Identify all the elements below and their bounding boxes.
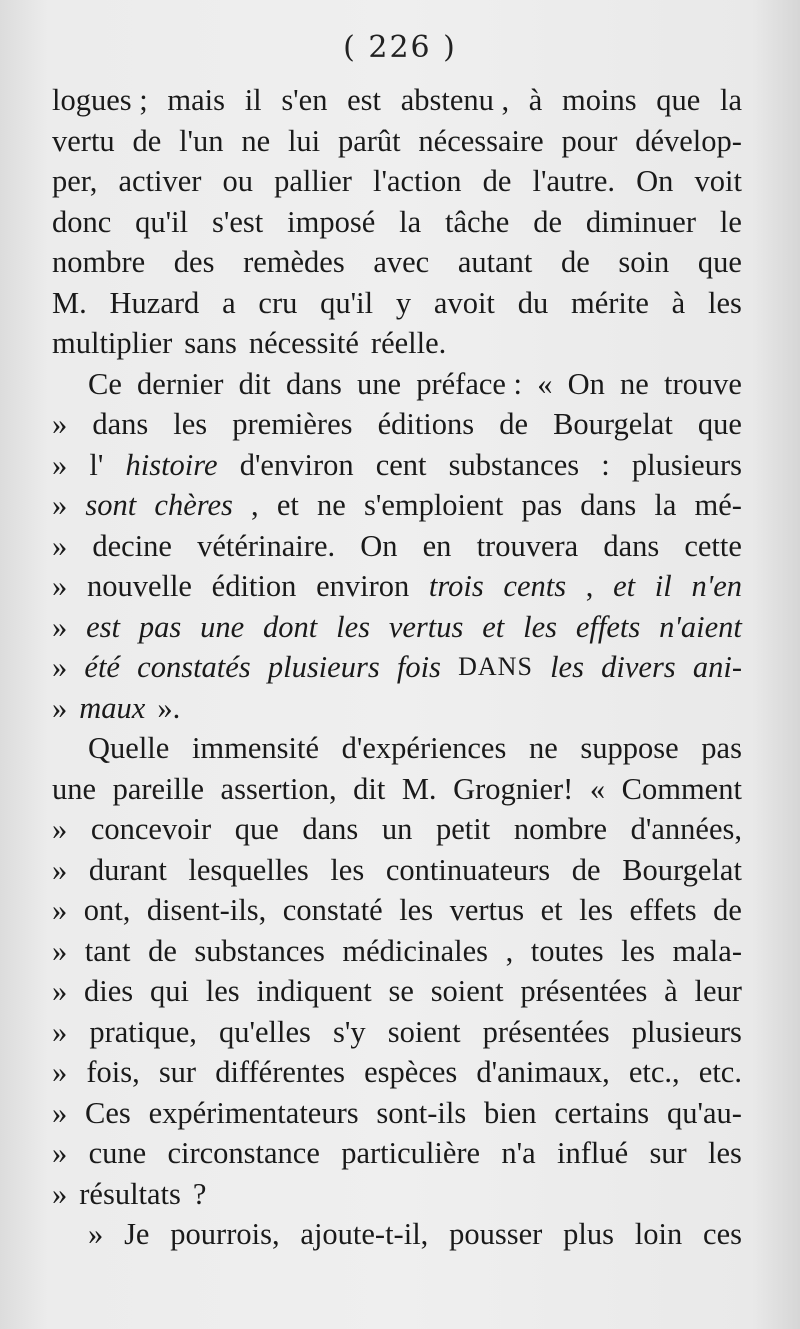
word: premières xyxy=(232,407,353,441)
word: sur xyxy=(649,1136,687,1170)
word: mé- xyxy=(694,488,742,522)
word: les xyxy=(523,609,558,644)
word: DANS xyxy=(458,652,533,681)
word: loin xyxy=(634,1217,683,1251)
word: été xyxy=(84,650,120,684)
word: On xyxy=(567,366,605,401)
word: les xyxy=(173,407,208,441)
word: » xyxy=(52,609,68,644)
word: que xyxy=(656,83,701,117)
word: soient xyxy=(387,1014,461,1049)
text-line xyxy=(52,80,742,121)
text-line xyxy=(52,1214,742,1255)
word: cette xyxy=(684,528,742,563)
word: les xyxy=(621,933,656,968)
word: » xyxy=(52,852,68,887)
word: ani- xyxy=(692,650,742,684)
word: diminuer xyxy=(585,204,697,239)
word: n'en xyxy=(691,569,742,603)
word: les xyxy=(330,852,365,887)
word: sur xyxy=(158,1055,197,1089)
word: » xyxy=(52,407,68,441)
word: éditions xyxy=(377,407,475,441)
word: l'action xyxy=(373,164,462,198)
word: voit xyxy=(694,164,742,198)
word: mais xyxy=(167,83,226,117)
word: circonstance xyxy=(167,1136,320,1170)
word: pousser xyxy=(449,1217,543,1251)
word: des xyxy=(173,245,215,279)
word: nécessaire xyxy=(418,123,544,158)
word: d'expériences xyxy=(341,731,507,765)
word: continuateurs xyxy=(385,852,551,887)
word: dans xyxy=(580,488,637,522)
word: d'années, xyxy=(630,812,742,846)
word: decine xyxy=(92,528,172,563)
word: les xyxy=(550,650,584,684)
word: plusieurs xyxy=(631,1014,742,1049)
word: sont-ils xyxy=(376,1095,467,1130)
text-line xyxy=(52,769,742,810)
word: édition xyxy=(211,569,297,603)
word: dernier xyxy=(137,366,224,401)
word: le xyxy=(719,204,742,239)
word: que xyxy=(697,407,742,441)
word: : xyxy=(601,447,610,482)
word: pour xyxy=(561,123,618,158)
text-line xyxy=(52,607,742,648)
word: » xyxy=(52,1136,68,1170)
word: nouvelle xyxy=(86,569,192,603)
word: influé xyxy=(556,1136,629,1170)
word: vertus xyxy=(388,609,464,644)
text-line xyxy=(52,850,742,891)
text-line xyxy=(52,931,742,972)
word: dit xyxy=(238,366,271,401)
word: moins xyxy=(562,83,637,117)
word: avoit xyxy=(433,285,495,320)
word: ». xyxy=(157,690,181,725)
word: dont xyxy=(263,609,318,644)
word: mérite xyxy=(570,285,649,320)
word: les xyxy=(708,1136,742,1170)
word: de xyxy=(561,245,590,279)
text-line xyxy=(52,283,742,324)
word: expérimentateurs xyxy=(148,1095,359,1130)
word: que xyxy=(697,245,742,279)
text-line xyxy=(52,323,742,364)
text-line xyxy=(52,647,742,688)
word: de xyxy=(571,852,601,887)
word: divers xyxy=(601,650,676,684)
word: » xyxy=(52,933,68,968)
word: n'aient xyxy=(659,609,742,644)
word: à xyxy=(528,83,543,117)
word: dies xyxy=(84,974,134,1008)
word: activer xyxy=(118,164,202,198)
word: petit xyxy=(436,812,491,846)
word: qu'il xyxy=(320,285,374,320)
word: , xyxy=(251,488,259,522)
word: histoire xyxy=(125,447,218,482)
word: a xyxy=(222,285,236,320)
word: qu'elles xyxy=(219,1014,311,1049)
word: cune xyxy=(88,1136,147,1170)
word: pallier xyxy=(274,164,352,198)
word: il xyxy=(244,83,262,117)
word: donc xyxy=(52,204,112,239)
word: plusieurs xyxy=(631,447,742,482)
word: et xyxy=(482,609,505,644)
word: se xyxy=(388,974,414,1008)
word: s'y xyxy=(332,1014,366,1049)
word: , xyxy=(585,569,594,603)
text-line xyxy=(52,971,742,1012)
page-number: ( 226 ) xyxy=(343,30,457,65)
word: il xyxy=(654,569,672,603)
word: ajoute-t-il, xyxy=(300,1217,429,1251)
word: bien xyxy=(484,1095,537,1130)
word: remèdes xyxy=(243,245,345,279)
word: une xyxy=(357,366,402,401)
word: de xyxy=(148,933,177,968)
word: la xyxy=(719,83,742,117)
word: effets xyxy=(629,893,697,927)
word: Quelle xyxy=(88,731,170,765)
text-line xyxy=(52,404,742,445)
word: pas xyxy=(701,731,742,765)
word: qu'au- xyxy=(666,1095,742,1130)
word: parût xyxy=(337,123,401,158)
word: fois xyxy=(396,650,441,684)
word: dans xyxy=(302,812,359,846)
word: environ xyxy=(316,569,410,603)
word: est xyxy=(86,609,120,644)
word: l' xyxy=(89,447,104,482)
word: constaté xyxy=(282,893,383,927)
word: leur xyxy=(694,974,742,1008)
word: et xyxy=(276,488,299,522)
word: l'un xyxy=(179,123,224,158)
text-line xyxy=(52,202,742,243)
word: une xyxy=(200,609,245,644)
word: Huzard xyxy=(109,285,200,320)
text-line xyxy=(52,1133,742,1174)
word: » xyxy=(52,1055,68,1089)
word: etc. xyxy=(698,1055,742,1089)
word: » xyxy=(52,1176,68,1211)
word: présentées xyxy=(482,1014,610,1049)
word: pas xyxy=(521,488,563,522)
word: qui xyxy=(149,974,189,1008)
word: en xyxy=(422,528,452,563)
word: disent-ils, xyxy=(146,893,267,927)
word: trouve xyxy=(663,366,742,401)
text-line xyxy=(52,121,742,162)
word: imposé xyxy=(287,204,376,239)
word: ne xyxy=(241,123,271,158)
word: per, xyxy=(52,164,98,198)
word: médicinales xyxy=(342,933,489,968)
word: » xyxy=(52,690,68,725)
word: avec xyxy=(373,245,430,279)
text-line xyxy=(52,485,742,526)
word: Grognier! xyxy=(453,771,574,806)
word: » xyxy=(52,528,68,563)
word: et xyxy=(540,893,563,927)
word: abstenu , xyxy=(400,83,510,117)
word: de xyxy=(499,407,529,441)
word: tâche xyxy=(445,204,510,239)
word: tant xyxy=(84,933,131,968)
word: préface : xyxy=(416,366,523,401)
word: substances xyxy=(448,447,580,482)
text-line xyxy=(52,161,742,202)
word: résultats xyxy=(79,1176,181,1211)
word: Comment xyxy=(621,771,742,806)
word: les xyxy=(336,609,370,644)
word: à xyxy=(671,285,686,320)
word: lesquelles xyxy=(188,852,309,887)
word: » xyxy=(52,974,68,1008)
word: les xyxy=(579,893,613,927)
word: Bourgelat xyxy=(553,407,673,441)
text-line xyxy=(52,728,742,769)
word: ne xyxy=(620,366,649,401)
word: espèces xyxy=(364,1055,458,1089)
word: présentées xyxy=(520,974,648,1008)
text-line xyxy=(52,445,742,486)
word: nécessité xyxy=(248,326,359,360)
word: ou xyxy=(222,164,253,198)
word: plusieurs xyxy=(267,650,380,684)
word: lui xyxy=(287,123,321,158)
word: n'a xyxy=(501,1136,536,1170)
word: cents xyxy=(503,569,567,603)
text-line xyxy=(52,890,742,931)
word: multiplier xyxy=(52,326,173,360)
word: l'autre. xyxy=(532,164,616,198)
word: certains xyxy=(554,1095,650,1130)
word: à xyxy=(664,974,678,1008)
word: de xyxy=(533,204,563,239)
word: s'est xyxy=(212,204,264,239)
word: plus xyxy=(563,1217,614,1251)
word: On xyxy=(636,164,674,198)
word: trois xyxy=(428,569,484,603)
word: logues ; xyxy=(52,83,148,117)
word: ces xyxy=(703,1217,742,1251)
word: M. xyxy=(401,771,437,806)
word: concevoir xyxy=(90,812,212,846)
word: y xyxy=(395,285,412,320)
word: vertu xyxy=(52,123,115,158)
word: assertion, xyxy=(220,771,337,806)
word: que xyxy=(234,812,279,846)
word: réelle. xyxy=(370,326,447,360)
word: dans xyxy=(92,407,149,441)
word: toutes xyxy=(530,933,604,968)
word: » xyxy=(52,812,68,846)
word: les xyxy=(707,285,742,320)
word: s'emploient xyxy=(363,488,504,522)
word: est xyxy=(347,83,382,117)
word: dévelop- xyxy=(635,123,742,158)
word: soient xyxy=(430,974,504,1008)
word: Ces xyxy=(85,1095,131,1130)
word: fois, xyxy=(86,1055,140,1089)
body-text xyxy=(52,80,742,1255)
word: dans xyxy=(285,366,342,401)
word: » xyxy=(52,650,68,684)
word: une xyxy=(52,771,97,806)
text-line xyxy=(52,809,742,850)
word: les xyxy=(205,974,240,1008)
word: indiquent xyxy=(256,974,372,1008)
word: ne xyxy=(317,488,346,522)
word: ? xyxy=(192,1176,207,1211)
word: qu'il xyxy=(135,204,189,239)
word: pas xyxy=(138,609,182,644)
word: un xyxy=(381,812,413,846)
word: particulière xyxy=(341,1136,481,1170)
word: vétérinaire. xyxy=(197,528,336,563)
word: » xyxy=(52,893,68,927)
word: immensité xyxy=(191,731,320,765)
word: mala- xyxy=(672,933,742,968)
word: « xyxy=(589,771,606,806)
word: la xyxy=(399,204,422,239)
word: différentes xyxy=(215,1055,346,1089)
word: de xyxy=(482,164,512,198)
word: vertus xyxy=(449,893,525,927)
word: d'animaux, xyxy=(476,1055,610,1089)
word: ne xyxy=(528,731,558,765)
text-line xyxy=(52,1052,742,1093)
word: » xyxy=(52,1014,68,1049)
word: sans xyxy=(184,326,237,360)
word: et xyxy=(613,569,636,603)
word: constatés xyxy=(137,650,251,684)
word: sont xyxy=(85,488,137,522)
word: » xyxy=(52,447,68,482)
text-line xyxy=(52,242,742,283)
text-line xyxy=(52,566,742,607)
word: dit xyxy=(353,771,386,806)
word: , xyxy=(505,933,514,968)
word: d'environ xyxy=(239,447,354,482)
text-line xyxy=(52,1012,742,1053)
word: cru xyxy=(258,285,298,320)
word: s'en xyxy=(281,83,328,117)
text-line xyxy=(52,1174,742,1215)
word: » xyxy=(52,488,68,522)
word: trouvera xyxy=(476,528,579,563)
text-line xyxy=(52,364,742,405)
word: chères xyxy=(154,488,233,522)
word: pourrois, xyxy=(170,1217,280,1251)
word: de xyxy=(713,893,742,927)
text-line xyxy=(52,1093,742,1134)
word: suppose xyxy=(580,731,679,765)
word: pratique, xyxy=(89,1014,197,1049)
word: de xyxy=(132,123,162,158)
word: les xyxy=(399,893,434,927)
word: maux xyxy=(79,690,146,725)
word: pareille xyxy=(112,771,205,806)
word: soin xyxy=(618,245,670,279)
word: Ce xyxy=(88,366,122,401)
word: etc., xyxy=(628,1055,680,1089)
word: » xyxy=(52,569,68,603)
word: autant xyxy=(457,245,533,279)
word: la xyxy=(654,488,677,522)
word: dans xyxy=(603,528,660,563)
text-line xyxy=(52,526,742,567)
word: « xyxy=(537,366,553,401)
word: cent xyxy=(375,447,427,482)
word: M. xyxy=(52,285,87,320)
word: du xyxy=(517,285,549,320)
word: » xyxy=(88,1217,104,1251)
word: nombre xyxy=(513,812,608,846)
word: Bourgelat xyxy=(622,852,742,887)
word: ont, xyxy=(83,893,131,927)
word: On xyxy=(360,528,398,563)
word: substances xyxy=(194,933,325,968)
word: effets xyxy=(575,609,641,644)
word: » xyxy=(52,1095,68,1130)
word: Je xyxy=(124,1217,150,1251)
word: durant xyxy=(88,852,167,887)
word: nombre xyxy=(52,245,146,279)
text-line xyxy=(52,688,742,729)
